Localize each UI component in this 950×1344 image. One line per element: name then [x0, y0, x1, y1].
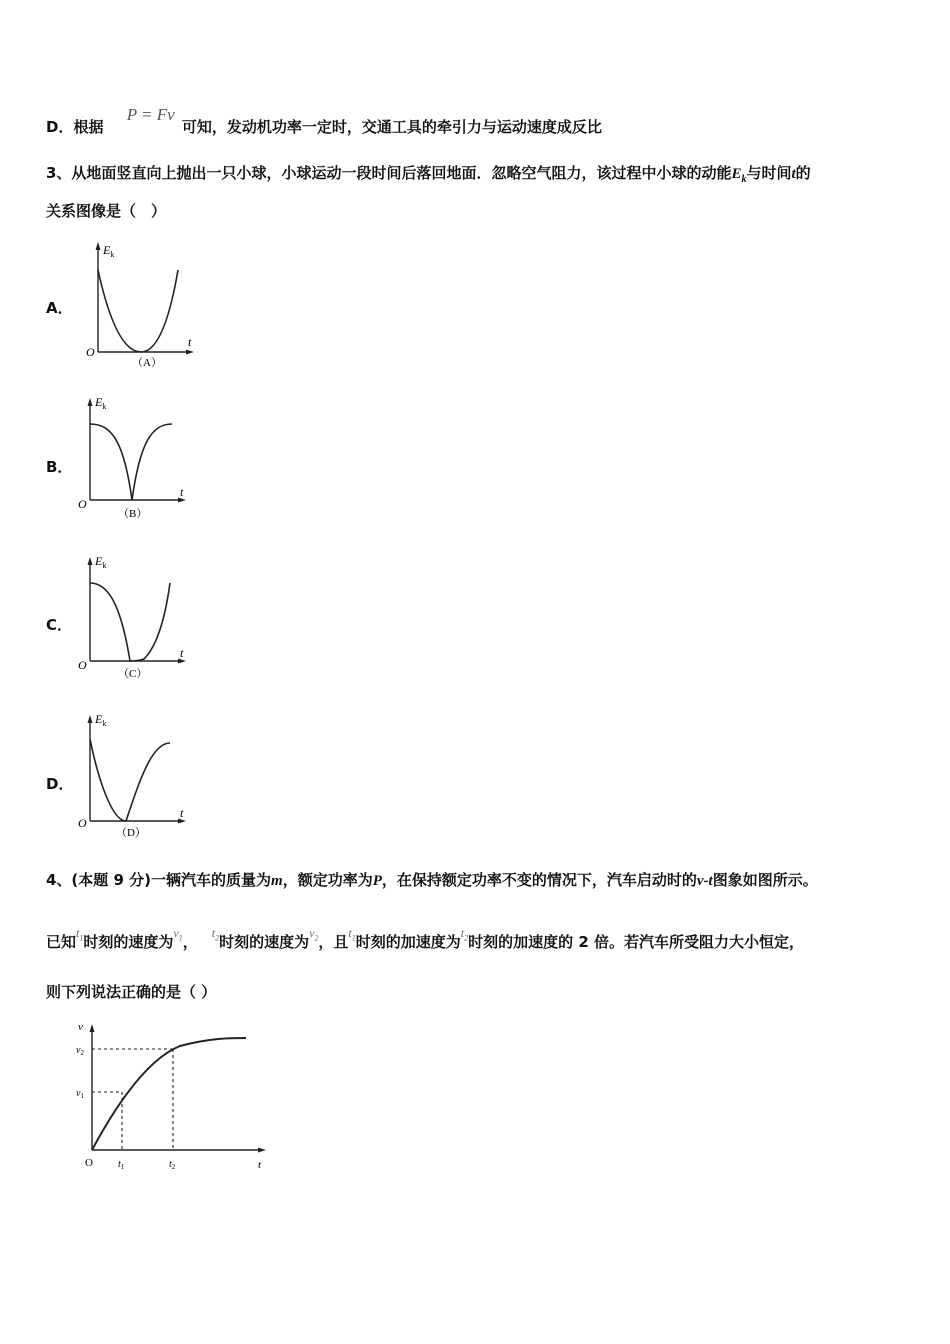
ek-curve — [98, 270, 178, 352]
x-axis-arrow — [258, 1148, 266, 1153]
q3-graph-d — [72, 709, 192, 845]
y-axis-label: $E_k$ — [95, 395, 107, 411]
t1-tick-label: $t_1$ — [118, 1159, 125, 1171]
graph-caption: （B） — [118, 508, 148, 520]
q4-text-double: 时刻的加速度的 2 倍。若汽车所受阻力大小恒定， — [468, 933, 805, 951]
y-axis-arrow — [88, 398, 93, 406]
q3-stem-text-b: 与时间 — [746, 164, 792, 182]
q3-stem-text-c: 的 — [795, 164, 811, 182]
q4-stem-line1 — [46, 869, 818, 890]
ek-curve — [90, 583, 170, 661]
q3-graph-c — [72, 551, 192, 687]
x-axis-label: t — [180, 806, 184, 820]
q3-ek-e: E — [731, 166, 742, 182]
graph-caption: （A） — [132, 357, 162, 369]
q4-text-known: 已知 — [46, 933, 77, 951]
ek-curve — [90, 424, 172, 500]
q3-stem-line1 — [46, 162, 811, 185]
graph-caption: （C） — [118, 668, 148, 680]
q3-graph-a — [78, 236, 198, 372]
x-axis-arrow — [186, 350, 194, 355]
y-axis-label: $E_k$ — [95, 554, 107, 570]
q4-v2: v2 — [309, 926, 319, 943]
q4-text-comma: ， — [182, 933, 198, 951]
q4-t1: t1 — [76, 926, 84, 943]
q4-stem-line3: 则下列说法正确的是（ ） — [46, 983, 217, 1001]
q4-mass-symbol: m — [271, 873, 283, 889]
q4-text-accel: 时刻的加速度为 — [355, 933, 461, 951]
x-axis-label: t — [180, 646, 184, 660]
q3-option-b-label: B． — [46, 458, 73, 476]
x-axis-label: t — [188, 335, 192, 349]
option-d-prev-text: 可知，发动机功率一定时，交通工具的牵引力与运动速度成反比 — [181, 118, 602, 136]
q3-t-symbol: t — [791, 166, 796, 182]
velocity-curve — [92, 1038, 246, 1150]
q4-text-speed2: 时刻的速度为 — [219, 933, 310, 951]
q4-t2-again: t2 — [460, 926, 469, 943]
q4-text-and: ，且 — [318, 933, 349, 951]
q3-graph-b — [72, 392, 192, 528]
q4-text-d: 图象如图所示。 — [712, 871, 818, 889]
q3-ek-k: k — [741, 174, 747, 185]
y-axis-arrow — [90, 1024, 95, 1032]
origin-label: O — [85, 1157, 93, 1169]
x-axis-label: t — [258, 1159, 262, 1171]
q4-v1: v1 — [173, 926, 183, 943]
v2-tick-label: $v_2$ — [76, 1045, 84, 1057]
y-axis-arrow — [88, 557, 93, 565]
graph-caption: （D） — [116, 827, 146, 839]
origin-label: O — [86, 345, 95, 359]
q4-stem-line2 — [46, 926, 805, 952]
q4-text-a: 4、(本题 9 分)一辆汽车的质量为 — [46, 871, 272, 889]
q3-stem-line2: 关系图像是（ ） — [46, 202, 167, 220]
v1-tick-label: $v_1$ — [76, 1088, 84, 1100]
q4-t1-again: t1 — [348, 926, 356, 943]
origin-label: O — [78, 658, 87, 672]
q4-power-symbol: P — [372, 873, 382, 889]
y-axis-arrow — [88, 715, 93, 723]
t2-tick-label: $t_2$ — [169, 1159, 176, 1171]
q4-vt-symbol: v-t — [696, 873, 713, 889]
origin-label: O — [78, 816, 87, 830]
q4-t2: t2 — [211, 926, 220, 943]
q3-stem-text-a: 3、从地面竖直向上抛出一只小球，小球运动一段时间后落回地面．忽略空气阻力，该过程中小球的动能 — [46, 164, 732, 182]
q4-vt-graph — [70, 1018, 280, 1178]
x-axis-label: t — [180, 485, 184, 499]
ek-curve — [90, 739, 170, 821]
y-axis-label: $E_k$ — [103, 243, 115, 259]
q4-text-c: ，在保持额定功率不变的情况下，汽车启动时的 — [381, 871, 697, 889]
formula-power: P = Fv — [126, 105, 175, 124]
q3-option-c-label: C． — [46, 616, 73, 634]
y-axis-label: $E_k$ — [95, 712, 107, 728]
origin-label: O — [78, 497, 87, 511]
option-d-prev-label: D．根据 — [46, 118, 104, 136]
y-axis-label: v — [78, 1021, 83, 1033]
y-axis-arrow — [96, 242, 101, 250]
option-d-prev-line — [46, 105, 602, 137]
q4-text-b: ，额定功率为 — [282, 871, 373, 889]
q3-option-a-label: A． — [46, 299, 73, 317]
q3-option-d-label: D． — [46, 775, 74, 793]
q3-ek-symbol — [731, 166, 747, 185]
q4-text-speed1: 时刻的速度为 — [83, 933, 174, 951]
